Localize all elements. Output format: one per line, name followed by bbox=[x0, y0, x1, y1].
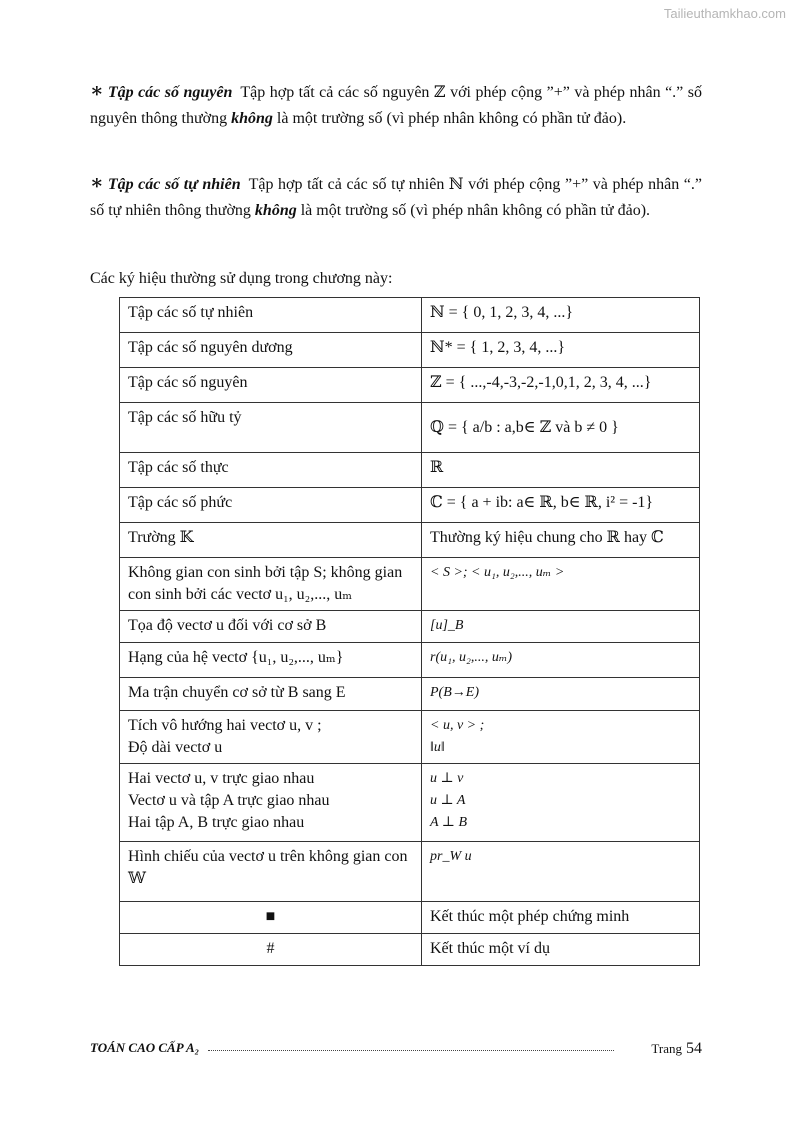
table-row bbox=[120, 678, 700, 711]
notation-label-line: Hai tập A, B trực giao nhau bbox=[128, 814, 305, 831]
table-row bbox=[120, 558, 700, 611]
notation-label: Hình chiếu của vectơ u trên không gian con 𝕎 bbox=[120, 842, 422, 902]
notation-symbol: ℂ = { a + ib: a∈ ℝ, b∈ ℝ, i² = -1} bbox=[422, 488, 700, 523]
table-row bbox=[120, 611, 700, 643]
notation-symbol-line: ‖u‖ bbox=[430, 740, 445, 755]
term-naturals: Tập các số tự nhiên bbox=[107, 176, 241, 193]
notation-label-line: Tích vô hướng hai vectơ u, v ; bbox=[128, 717, 322, 734]
table-row bbox=[120, 403, 700, 453]
notation-label-line: Độ dài vectơ u bbox=[128, 739, 223, 756]
page-number: 54 bbox=[686, 1040, 702, 1057]
notation-label-line: Vectơ u và tập A trực giao nhau bbox=[128, 792, 330, 809]
table-row bbox=[120, 711, 700, 764]
notation-symbol: < S >; < u₁, u₂,..., uₘ > bbox=[422, 558, 700, 611]
notation-label: Trường 𝕂 bbox=[120, 523, 422, 558]
notation-label: Hạng của hệ vectơ {u₁, u₂,..., uₘ} bbox=[120, 643, 422, 678]
watermark: Tailieuthamkhao.com bbox=[663, 6, 786, 21]
paragraph-text: là một trường số (vì phép nhân không có phần tử đảo). bbox=[296, 202, 651, 219]
footer-title: TOÁN CAO CẤP A₂ bbox=[90, 1040, 200, 1055]
table-row bbox=[120, 298, 700, 333]
notation-symbol: P(B→E) bbox=[422, 678, 700, 711]
notation-symbol: Kết thúc một ví dụ bbox=[422, 934, 700, 966]
end-of-proof-icon: ■ bbox=[120, 902, 422, 934]
notation-symbol-line: < u, v > ; bbox=[430, 718, 485, 733]
table-row bbox=[120, 333, 700, 368]
notation-symbol: ℚ = { a/b : a,b∈ ℤ và b ≠ 0 } bbox=[422, 403, 700, 453]
notation-label-line: Hai vectơ u, v trực giao nhau bbox=[128, 770, 315, 787]
table-row bbox=[120, 488, 700, 523]
table-row bbox=[120, 764, 700, 842]
page-number-area bbox=[651, 1040, 702, 1058]
notation-symbol: Thường ký hiệu chung cho ℝ hay ℂ bbox=[422, 523, 700, 558]
notation-symbol-line: u ⊥ v bbox=[430, 771, 464, 786]
notation-symbol bbox=[422, 711, 700, 764]
notation-label: Không gian con sinh bởi tập S; không gian con sinh bởi các vectơ u₁, u₂,..., uₘ bbox=[120, 558, 422, 611]
notation-label: Tập các số nguyên dương bbox=[120, 333, 422, 368]
paragraph-text: là một trường số (vì phép nhân không có phần tử đảo). bbox=[272, 110, 627, 127]
paragraph-integers bbox=[90, 78, 702, 132]
notation-symbol bbox=[422, 764, 700, 842]
notation-label bbox=[120, 711, 422, 764]
notation-symbol: pr_W u bbox=[422, 842, 700, 902]
table-row bbox=[120, 523, 700, 558]
end-of-example-icon: # bbox=[120, 934, 422, 966]
notation-label: Tập các số tự nhiên bbox=[120, 298, 422, 333]
notation-label: Tập các số phức bbox=[120, 488, 422, 523]
footer-dotted-leader bbox=[208, 1050, 614, 1051]
notation-symbol: ℕ* = { 1, 2, 3, 4, ...} bbox=[422, 333, 700, 368]
notation-label bbox=[120, 764, 422, 842]
term-integers: Tập các số nguyên bbox=[107, 84, 233, 101]
notation-symbol-line: u ⊥ A bbox=[430, 793, 466, 808]
table-row bbox=[120, 643, 700, 678]
notation-symbol: [u]_B bbox=[422, 611, 700, 643]
notation-symbol: ℝ bbox=[422, 453, 700, 488]
table-intro: Các ký hiệu thường sử dụng trong chương này: bbox=[90, 270, 393, 287]
asterisk-icon: ∗ bbox=[90, 172, 104, 194]
table-row bbox=[120, 368, 700, 403]
page-footer bbox=[90, 1040, 702, 1056]
paragraph-naturals bbox=[90, 170, 702, 224]
notation-table bbox=[119, 297, 700, 966]
table-row bbox=[120, 842, 700, 902]
asterisk-icon: ∗ bbox=[90, 80, 104, 102]
notation-symbol: ℕ = { 0, 1, 2, 3, 4, ...} bbox=[422, 298, 700, 333]
paragraph-text: Tập hợp tất cả các số nguyên ℤ với phép cộng ”+” và phép nhân “.” số nguyên thông thường bbox=[90, 84, 702, 127]
paragraph-text: Tập hợp tất cả các số tự nhiên ℕ với phép cộng ”+” và phép nhân “.” số tự nhiên thông thường bbox=[90, 176, 702, 219]
notation-symbol-line: A ⊥ B bbox=[430, 815, 468, 830]
notation-symbol: r(u₁, u₂,..., uₘ) bbox=[422, 643, 700, 678]
emphasis-khong: không bbox=[231, 110, 273, 127]
table-row bbox=[120, 453, 700, 488]
notation-symbol: ℤ = { ...,-4,-3,-2,-1,0,1, 2, 3, 4, ...} bbox=[422, 368, 700, 403]
emphasis-khong: không bbox=[254, 202, 297, 219]
table-row bbox=[120, 934, 700, 966]
notation-label: Tập các số hữu tỷ bbox=[120, 403, 422, 453]
notation-symbol: Kết thúc một phép chứng minh bbox=[422, 902, 700, 934]
notation-label: Tọa độ vectơ u đối với cơ sở B bbox=[120, 611, 422, 643]
table-row bbox=[120, 902, 700, 934]
notation-label: Tập các số nguyên bbox=[120, 368, 422, 403]
page-label: Trang bbox=[651, 1041, 682, 1056]
notation-label: Ma trận chuyển cơ sở từ B sang E bbox=[120, 678, 422, 711]
notation-label: Tập các số thực bbox=[120, 453, 422, 488]
